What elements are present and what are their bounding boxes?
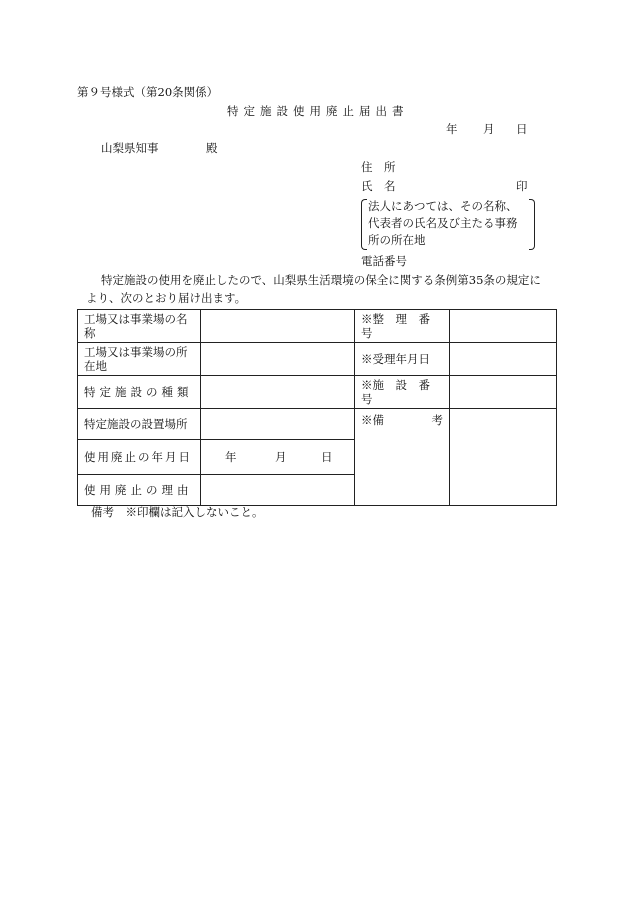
facility-place-field[interactable] [201,409,355,440]
bracket-left [361,199,367,250]
notification-form-table [77,309,557,506]
corporate-note-line-3: 所の所在地 [368,233,426,247]
remarks-mark: ※備 [361,413,384,427]
facility-type-label: 特定施設の種類 [78,376,201,409]
factory-name-label: 工場又は事業場の名称 [78,310,201,343]
abolish-date-day: 日 [321,450,333,464]
abolish-date-year: 年 [225,450,237,464]
facility-place-label: 特定施設の設置場所 [78,409,201,440]
name-label: 氏 名 [361,179,396,193]
phone-label: 電話番号 [361,254,407,268]
received-date-label: ※受理年月日 [355,343,450,376]
honorific: 殿 [206,141,218,155]
ref-number-label: ※整 理 番 号 [355,310,450,343]
remarks-field [450,409,557,506]
corporate-note-line-1: 法人にあつては、その名称、 [368,199,518,213]
factory-name-field[interactable] [201,310,355,343]
facility-type-field[interactable] [201,376,355,409]
footnote: 備考 ※印欄は記入しないこと。 [91,505,264,519]
abolish-date-field[interactable] [201,440,355,475]
abolish-reason-field[interactable] [201,475,355,506]
form-number: 第９号様式（第20条関係） [77,85,219,99]
remarks-label-cell [355,409,450,506]
corporate-note-bracket [366,199,530,250]
abolish-date-label: 使用廃止の年月日 [78,440,201,475]
date-month-label: 月 [483,122,495,136]
addressee: 山梨県知事 [101,141,159,155]
facility-number-label: ※施 設 番 号 [355,376,450,409]
factory-location-field[interactable] [201,343,355,376]
body-text-line-2: より、次のとおり届け出ます。 [86,291,247,305]
received-date-field [450,343,557,376]
remarks-label: 考 [431,413,443,427]
body-text-line-1: 特定施設の使用を廃止したので、山梨県生活環境の保全に関する条例第35条の規定に [101,273,541,287]
facility-number-field [450,376,557,409]
bracket-right [529,199,535,250]
factory-location-label: 工場又は事業場の所在地 [78,343,201,376]
address-label: 住 所 [361,160,396,174]
date-day-label: 日 [516,122,528,136]
ref-number-field [450,310,557,343]
abolish-reason-label: 使用廃止の理由 [78,475,201,506]
page-title: 特定施設使用廃止届出書 [227,104,409,118]
abolish-date-month: 月 [275,450,287,464]
corporate-note-line-2: 代表者の氏名及び主たる事務 [368,216,518,230]
seal-mark: 印 [516,179,528,193]
date-year-label: 年 [446,122,458,136]
